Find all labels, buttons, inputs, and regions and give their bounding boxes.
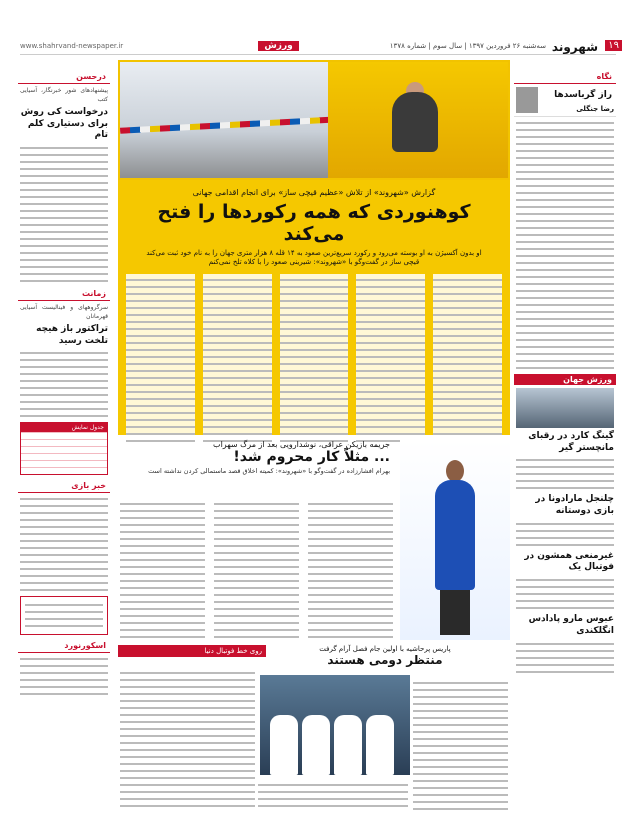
world-item-2: چلنجل مارادونا در بازی دوستانه — [535, 494, 614, 517]
player-shirt — [334, 715, 362, 775]
table-header: جدول نمایش — [21, 423, 107, 432]
column-body — [516, 122, 614, 369]
bottom-col-left — [120, 667, 255, 812]
world-item-1: گینگ کارد در رقبای مانچستر گیر — [528, 431, 614, 453]
hero-col — [203, 274, 272, 434]
newspaper-logo: شهروند — [551, 40, 598, 54]
left-red-box — [20, 596, 108, 635]
hero-article — [118, 180, 510, 435]
player-body — [435, 480, 475, 590]
hero-title: کوهنوردی که همه رکوردها را فتح می‌کند — [157, 201, 471, 245]
article2-col — [214, 498, 299, 638]
column-headline: راز گرباسدها — [554, 90, 612, 101]
bottom-title: منتظر دومی هستند — [327, 653, 443, 667]
article2-sub: بهرام افشارزاده در گفت‌وگو با «شهروند»: کمیته اخلاق قصد ماستمالی کردن نداشته است — [148, 467, 390, 475]
bottom-kicker: پاریس پرحاشیه با اولین جام فصل آرام گرفت — [319, 645, 451, 653]
player-photo — [400, 440, 510, 640]
left-column — [18, 70, 110, 815]
football-article — [118, 440, 510, 640]
issue-meta: سه‌شنبه ۲۶ فروردین ۱۳۹۷ | سال سوم | شماره ۱۳۷۸ — [389, 42, 546, 50]
author-box — [514, 84, 616, 117]
hero-col — [280, 274, 349, 434]
world-item-1-body — [516, 459, 614, 489]
main-section — [118, 60, 510, 815]
bottom-caption — [258, 779, 408, 812]
mountaineer-photo — [118, 60, 510, 180]
world-item-4: عبوس مارو پادادس انگلکندی — [528, 614, 614, 636]
left-headline-1: درخواست کی روش برای دستیاری کلم تام — [20, 107, 108, 141]
section-tag: ورزش — [258, 41, 298, 51]
hero-col — [433, 274, 502, 434]
hero-col — [356, 274, 425, 434]
right-column — [514, 70, 616, 815]
climber-body — [392, 92, 438, 152]
hero-sub-1: او بدون آکسیژن به او بوسته می‌رود و رکورد سریع‌ترین صعود به ۱۴ قله ۸ هزار متری جهان را به نام خود ثبت می‌کند — [146, 249, 482, 257]
player-legs — [440, 590, 470, 635]
left-body-3 — [20, 498, 108, 591]
hero-col — [126, 274, 195, 434]
left-body-4 — [20, 658, 108, 695]
website-url[interactable]: www.shahrvand-newspaper.ir — [20, 42, 124, 50]
masthead — [20, 40, 619, 55]
left-body-1 — [20, 147, 108, 282]
world-photo — [516, 388, 614, 428]
left-kicker-1: پیشنهادهای شور خبرنگار، آسیایی کتب — [20, 87, 108, 103]
left-label-3: خبر بازی — [18, 479, 110, 493]
bottom-head — [260, 645, 510, 667]
left-kicker-2: سرگروههای و فینالیست آسیایی قهرمانان — [20, 304, 108, 321]
article2-col — [120, 498, 205, 638]
article2-title: ... مثلاً کار محروم شد! — [233, 449, 390, 465]
left-label-4: اسکورنورد — [18, 639, 110, 653]
left-label-2: زمانت — [18, 287, 110, 301]
player-shirt — [366, 715, 394, 775]
author-name: رضا جنگلی — [576, 104, 614, 113]
hero-sub-2: قیچی ساز در گفت‌وگو با «شهروند»: شیرینی صعود را با کلاه تلخ نمی‌کنم — [208, 258, 420, 266]
prayer-flags — [120, 116, 340, 134]
standings-table — [20, 422, 108, 475]
left-label-1: درحسن — [18, 70, 110, 84]
page-number: ۱۹ — [605, 40, 622, 51]
article2-kicker: جریمه بازیکن عراقی، نوشدارویی بعد از مرگ سهراب — [213, 440, 390, 449]
left-body-2 — [20, 352, 108, 417]
world-item-2-body — [516, 523, 614, 546]
article2-col — [308, 498, 393, 638]
article2-columns — [118, 496, 395, 640]
player-shirt — [302, 715, 330, 775]
bottom-col-right — [413, 677, 508, 812]
author-photo — [516, 87, 538, 113]
hero-kicker: گزارش «شهروند» از تلاش «عظیم قیچی ساز» برای انجام اقدامی جهانی — [192, 188, 436, 197]
world-item-4-body — [516, 643, 614, 673]
bottom-article — [118, 645, 510, 815]
team-photo — [260, 675, 410, 775]
left-headline-2: تراکتور باز هیچه تلخت رسید — [36, 324, 108, 346]
player-head — [446, 460, 464, 482]
world-sport-band: ورزش جهان — [514, 374, 616, 385]
player-shirt — [270, 715, 298, 775]
hero-columns — [124, 272, 504, 436]
world-item-3: غیرمنعی همشون در فوتبال یک — [524, 550, 614, 573]
world-item-3-body — [516, 579, 614, 609]
world-football-tag: روی خط فوتبال دنیا — [118, 645, 266, 657]
column-label: نگاه — [514, 70, 616, 84]
